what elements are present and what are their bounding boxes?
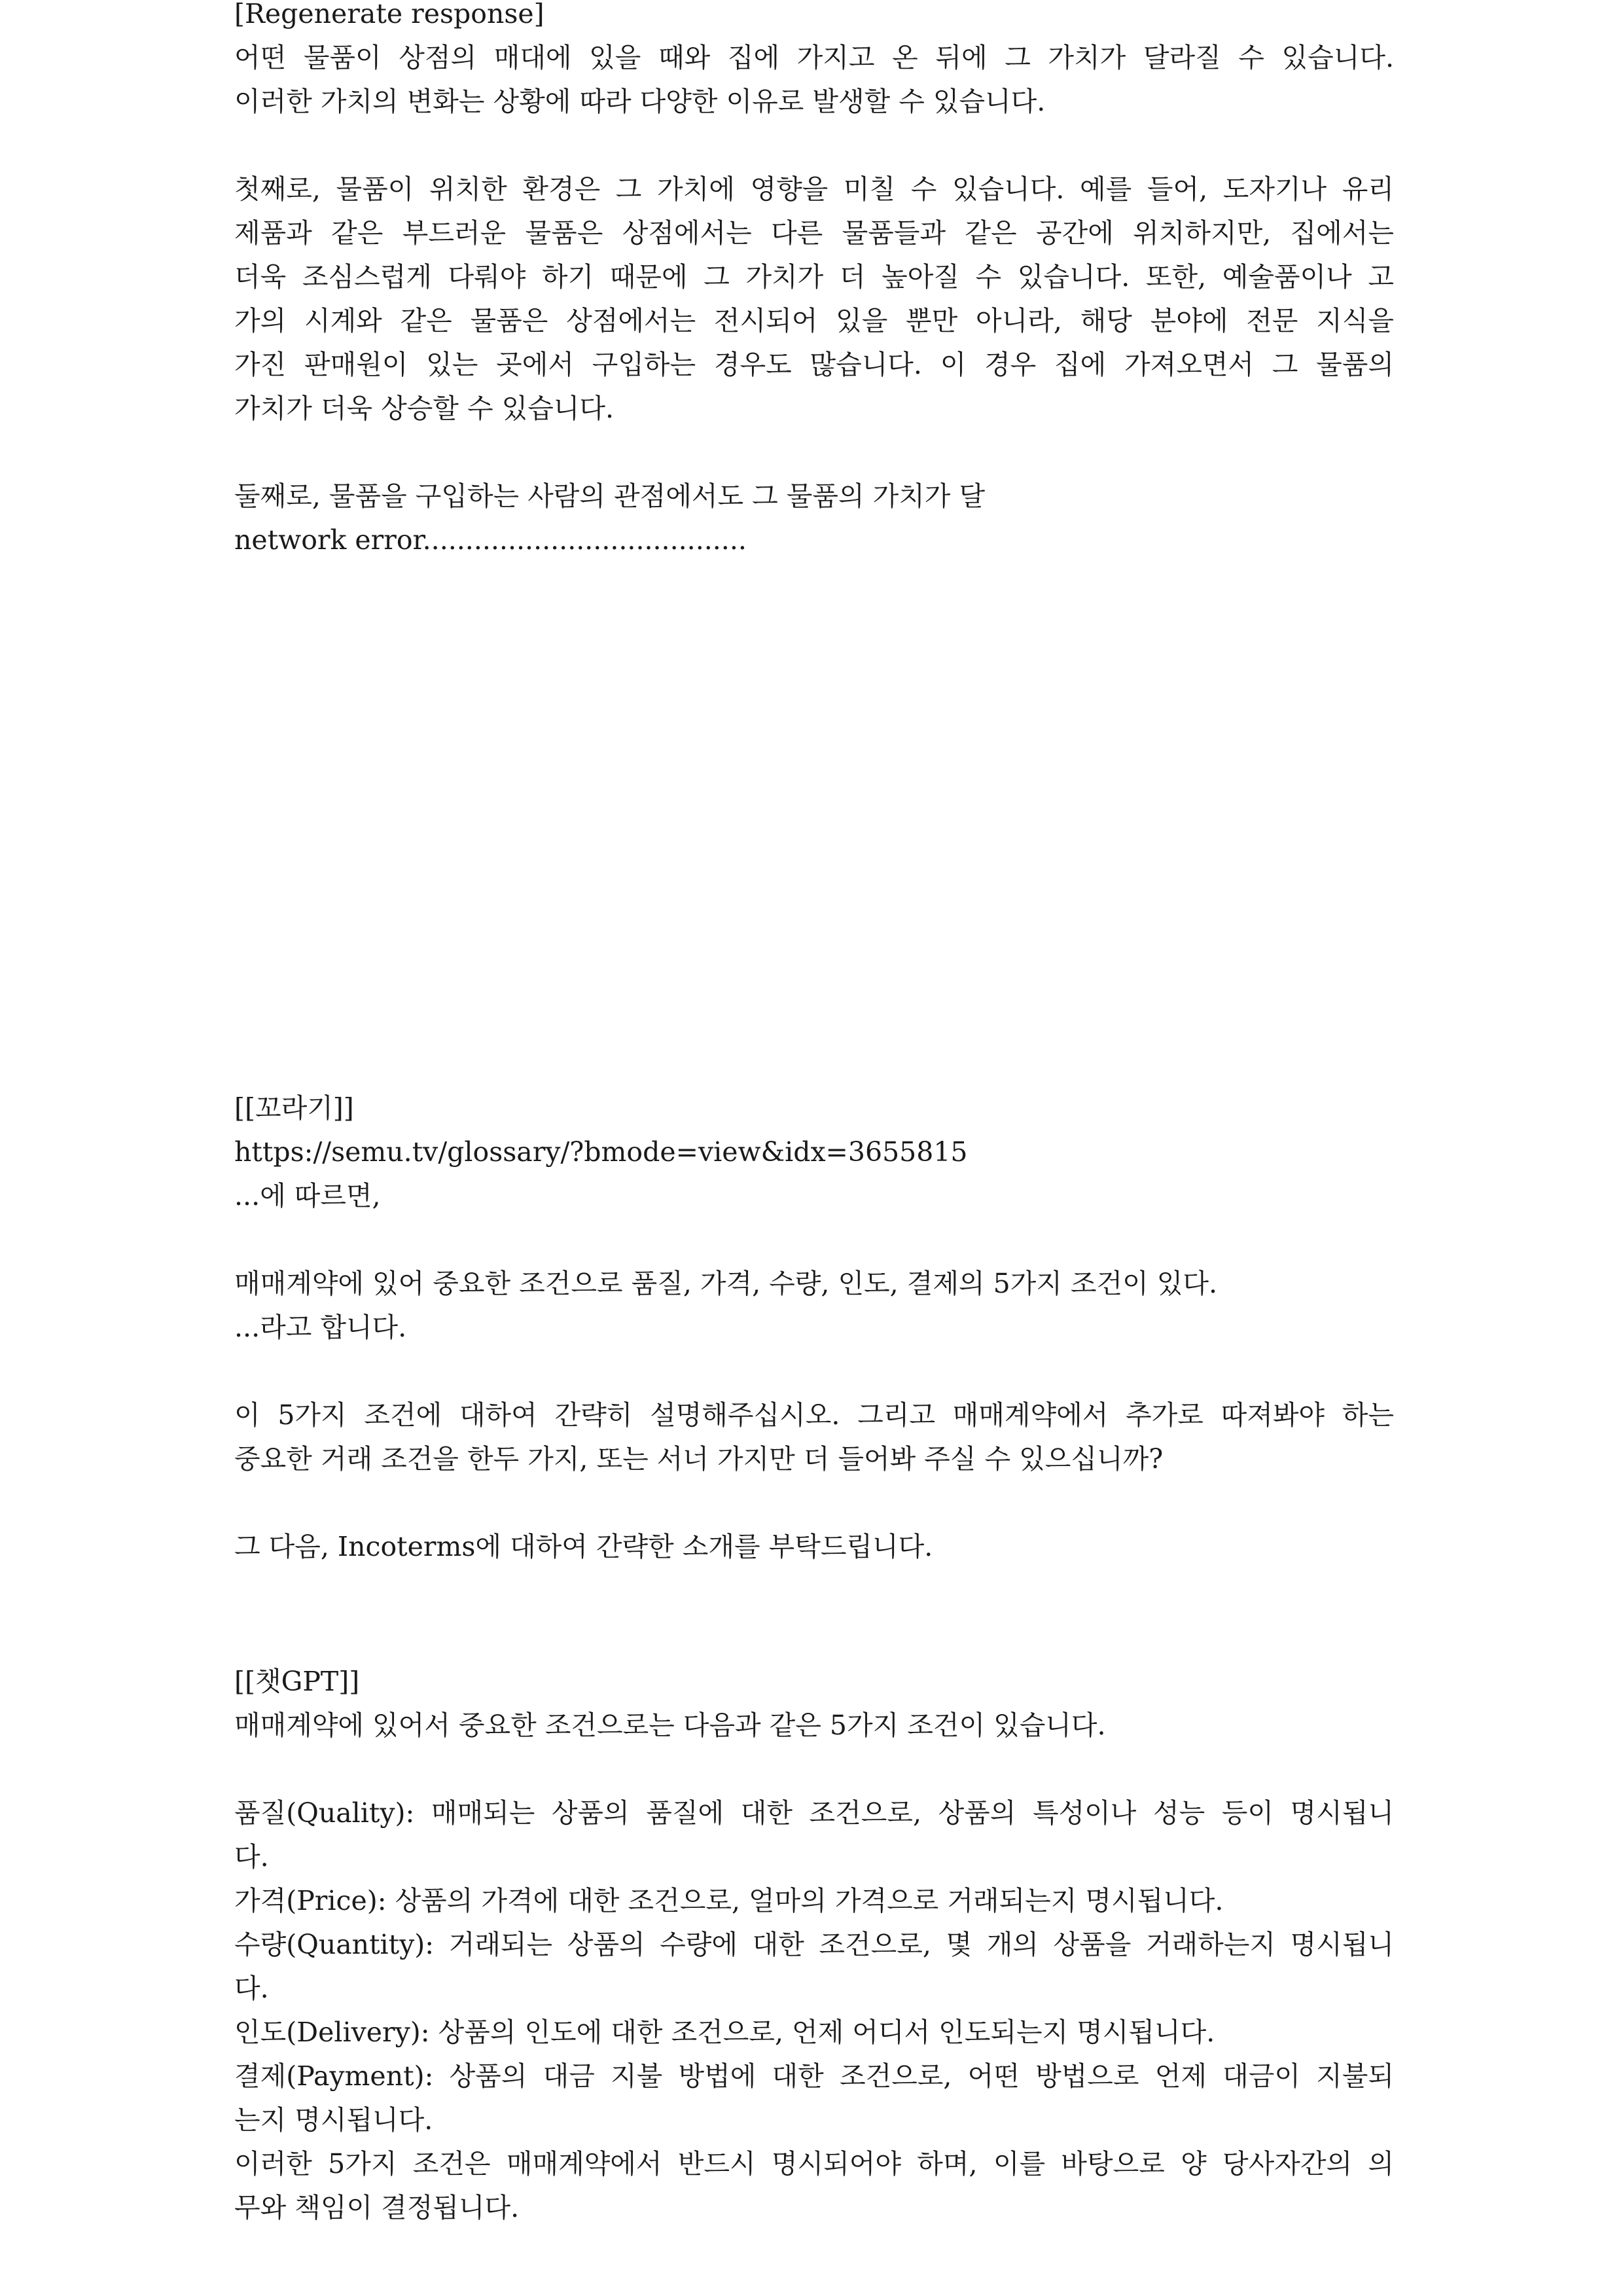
blank-line [234, 1481, 1394, 1525]
paragraph-line: 어떤 물품이 상점의 매대에 있을 때와 집에 가지고 온 뒤에 그 가치가 달라질 수 있습니다. [234, 42, 1394, 73]
paragraph-line: 이러한 가치의 변화는 상황에 따라 다양한 이유로 발생할 수 있습니다. [234, 86, 1046, 117]
blank-line [234, 124, 1394, 168]
paragraph-line: 가의 시계와 같은 물품은 상점에서는 전시되어 있을 뿐만 아니라, 해당 분야에 전문 지식을 [234, 305, 1394, 336]
paragraph-line: 이러한 5가지 조건은 매매계약에서 반드시 명시되어야 하며, 이를 바탕으로 양 당사자간의 의 [234, 2148, 1394, 2179]
paragraph-line: 가치가 더욱 상승할 수 있습니다. [234, 393, 615, 424]
blank-line [234, 1350, 1394, 1393]
blank-line [234, 1748, 1394, 1791]
paragraph-line: ...라고 합니다. [234, 1312, 407, 1343]
section-heading: [[꼬라기]] [234, 1092, 354, 1124]
section-heading: [[챗GPT]] [234, 1666, 360, 1697]
paragraph-line: 중요한 거래 조건을 한두 가지, 또는 서너 가지만 더 들어봐 주실 수 있으십니까? [234, 1443, 1164, 1475]
paragraph-line: 는지 명시됩니다. [234, 2104, 433, 2136]
regenerated-response-section [234, 0, 1394, 562]
paragraph-line: 둘째로, 물품을 구입하는 사람의 관점에서도 그 물품의 가치가 달 [234, 480, 986, 512]
blank-line [234, 431, 1394, 475]
paragraph-line: 가격(Price): 상품의 가격에 대한 조건으로, 얼마의 가격으로 거래되는지 명시됩니다. [234, 1885, 1224, 1916]
paragraph-line: 매매계약에 있어 중요한 조건으로 품질, 가격, 수량, 인도, 결제의 5가지 조건이 있다. [234, 1268, 1217, 1299]
paragraph-line: 품질(Quality): 매매되는 상품의 품질에 대한 조건으로, 상품의 특성이나 성능 등이 명시됩니 [234, 1797, 1394, 1829]
paragraph-line: 무와 책임이 결정됩니다. [234, 2192, 520, 2223]
paragraph-line: 이 5가지 조건에 대하여 간략히 설명해주십시오. 그리고 매매계약에서 추가로 따져봐야 하는 [234, 1399, 1394, 1431]
paragraph-line: 매매계약에 있어서 중요한 조건으로는 다음과 같은 5가지 조건이 있습니다. [234, 1710, 1106, 1741]
blank-line [234, 1218, 1394, 1262]
paragraph-line: ...에 따르면, [234, 1180, 381, 1211]
paragraph-line: 인도(Delivery): 상품의 인도에 대한 조건으로, 언제 어디서 인도되는지 명시됩니다. [234, 2017, 1215, 2048]
paragraph-line: 그 다음, Incoterms에 대하여 간략한 소개를 부탁드립니다. [234, 1531, 933, 1562]
paragraph-line: 가진 판매원이 있는 곳에서 구입하는 경우도 많습니다. 이 경우 집에 가져오면서 그 물품의 [234, 349, 1394, 380]
paragraph-line: 제품과 같은 부드러운 물품은 상점에서는 다른 물품들과 같은 공간에 위치하지만, 집에서는 [234, 217, 1394, 249]
paragraph-line: 첫째로, 물품이 위치한 환경은 그 가치에 영향을 미칠 수 있습니다. 예를 들어, 도자기나 유리 [234, 173, 1394, 205]
section-heading: [Regenerate response] [234, 0, 544, 29]
reference-url: https://semu.tv/glossary/?bmode=view&idx=3655815 [234, 1136, 968, 1168]
paragraph-line: 다. [234, 1841, 269, 1873]
chatgpt-answer-section [234, 1660, 1394, 2230]
paragraph-line: 더욱 조심스럽게 다뤄야 하기 때문에 그 가치가 더 높아질 수 있습니다. 또한, 예술품이나 고 [234, 261, 1394, 293]
paragraph-line: 결제(Payment): 상품의 대금 지불 방법에 대한 조건으로, 어떤 방법으로 언제 대금이 지불되 [234, 2060, 1394, 2092]
paragraph-line: 다. [234, 1973, 269, 2004]
network-error-text: network error...................................... [234, 524, 747, 556]
user-question-section [234, 1086, 1394, 1569]
paragraph-line: 수량(Quantity): 거래되는 상품의 수량에 대한 조건으로, 몇 개의 상품을 거래하는지 명시됩니 [234, 1929, 1394, 1960]
